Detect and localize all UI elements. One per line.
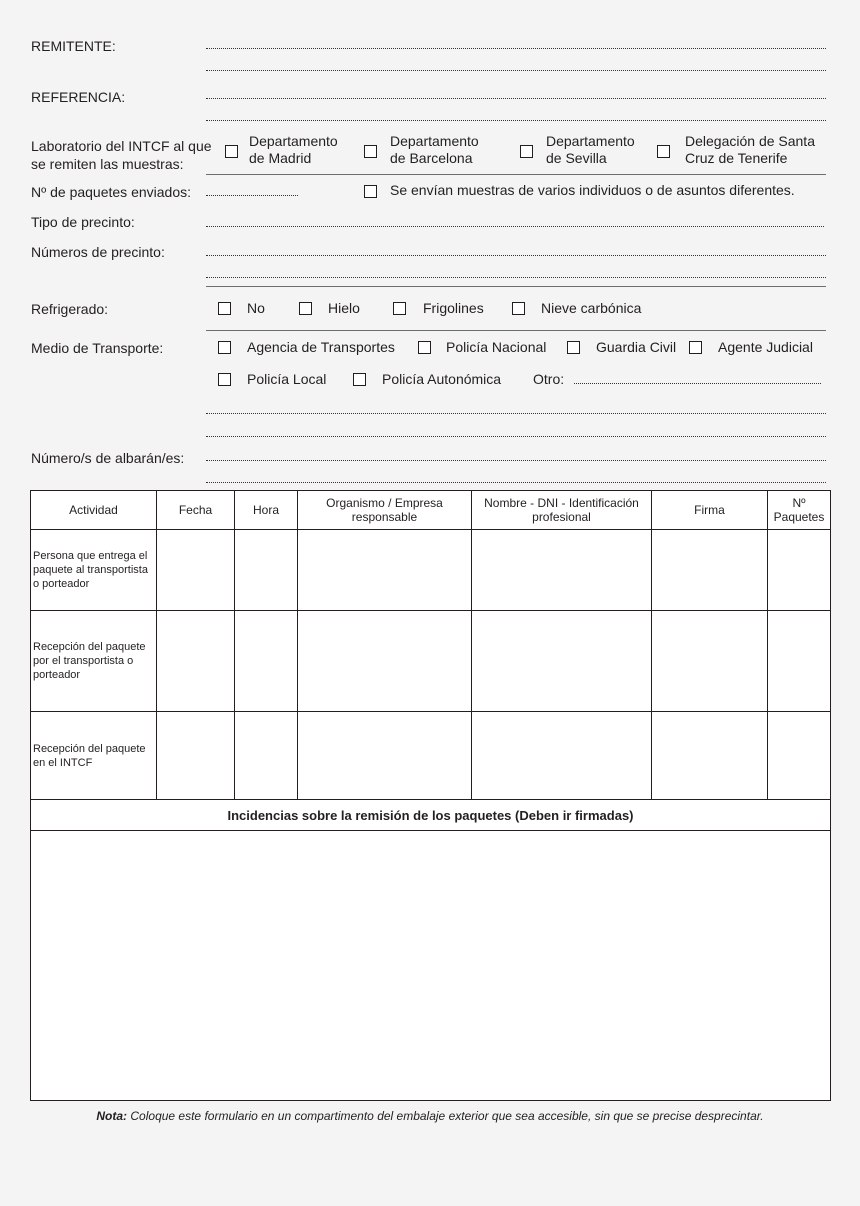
cell-num-paquetes[interactable]: [768, 712, 831, 800]
incidencias-title-row: [31, 800, 831, 831]
cell-num-paquetes[interactable]: [768, 611, 831, 712]
refrigerado-label: Refrigerado:: [31, 301, 109, 317]
laboratorio-label-line2: se remiten las muestras:: [31, 156, 184, 172]
row-label-entrega: Persona que entrega el paquete al transportista o porteador: [31, 530, 157, 611]
albaran-label: Número/s de albarán/es:: [31, 450, 185, 466]
table-header-row: [31, 491, 831, 530]
table-row: [31, 530, 831, 611]
divider: [206, 174, 826, 175]
checkbox-refrig-hielo[interactable]: [299, 302, 312, 315]
transporte-extra-line-2[interactable]: [206, 436, 826, 437]
custody-table: [30, 490, 831, 1101]
option-policia-nacional: Policía Nacional: [446, 339, 547, 355]
option-dep-barcelona: Departamento de Barcelona: [390, 133, 479, 166]
cell-organismo[interactable]: [298, 530, 472, 611]
table-row: [31, 611, 831, 712]
numeros-precinto-label: Números de precinto:: [31, 244, 165, 260]
row-label-recepcion-transportista: Recepción del paquete por el transportista o porteador: [31, 611, 157, 712]
option-refrig-frigolines: Frigolines: [423, 300, 484, 316]
option-del-tenerife: Delegación de Santa Cruz de Tenerife: [685, 133, 815, 166]
cell-num-paquetes[interactable]: [768, 530, 831, 611]
incidencias-title: Incidencias sobre la remisión de los paquetes (Deben ir firmadas): [31, 800, 831, 831]
header-organismo: Organismo / Empresa responsable: [298, 491, 472, 530]
header-num-paquetes: Nº Paquetes: [768, 491, 831, 530]
table-row: [31, 712, 831, 800]
incidencias-row: [31, 831, 831, 1101]
numeros-precinto-field-line-1[interactable]: [206, 255, 826, 256]
row-label-recepcion-intcf: Recepción del paquete en el INTCF: [31, 712, 157, 800]
option-refrig-nieve: Nieve carbónica: [541, 300, 642, 316]
option-dep-sevilla: Departamento de Sevilla: [546, 133, 635, 166]
numeros-precinto-field-line-2[interactable]: [206, 277, 826, 278]
option-guardia-civil: Guardia Civil: [596, 339, 677, 355]
paquetes-label: Nº de paquetes enviados:: [31, 184, 192, 200]
option-agente-judicial: Agente Judicial: [718, 339, 813, 355]
laboratorio-label-line1: Laboratorio del INTCF al que: [31, 138, 212, 154]
incidencias-area[interactable]: [31, 831, 831, 1101]
remitente-label: REMITENTE:: [31, 38, 116, 54]
cell-organismo[interactable]: [298, 712, 472, 800]
divider: [206, 286, 826, 287]
cell-fecha[interactable]: [157, 712, 235, 800]
header-actividad: Actividad: [31, 491, 157, 530]
remitente-field-line-1[interactable]: [206, 48, 826, 49]
nota-text: Coloque este formulario en un compartimento del embalaje exterior que sea accesible, sin que se precise desprecintar.: [130, 1109, 764, 1123]
cell-hora[interactable]: [235, 712, 298, 800]
header-nombre-dni: Nombre - DNI - Identificación profesional: [472, 491, 652, 530]
cell-firma[interactable]: [652, 530, 768, 611]
cell-firma[interactable]: [652, 611, 768, 712]
cell-fecha[interactable]: [157, 530, 235, 611]
option-policia-local: Policía Local: [247, 371, 327, 387]
otro-label: Otro:: [533, 371, 565, 387]
checkbox-del-tenerife[interactable]: [657, 145, 670, 158]
checkbox-dep-madrid[interactable]: [225, 145, 238, 158]
albaran-field-line-1[interactable]: [206, 460, 826, 461]
header-fecha: Fecha: [157, 491, 235, 530]
checkbox-agente-judicial[interactable]: [689, 341, 702, 354]
cell-nombre-dni[interactable]: [472, 611, 652, 712]
option-agencia: Agencia de Transportes: [247, 339, 395, 355]
option-policia-autonomica: Policía Autonómica: [382, 371, 502, 387]
checkbox-dep-sevilla[interactable]: [520, 145, 533, 158]
nota-label: Nota:: [96, 1109, 128, 1123]
albaran-field-line-2[interactable]: [206, 482, 826, 483]
header-hora: Hora: [235, 491, 298, 530]
checkbox-policia-local[interactable]: [218, 373, 231, 386]
nota: [0, 1109, 860, 1123]
cell-nombre-dni[interactable]: [472, 712, 652, 800]
checkbox-refrig-no[interactable]: [218, 302, 231, 315]
referencia-label: REFERENCIA:: [31, 89, 126, 105]
checkbox-policia-nacional[interactable]: [418, 341, 431, 354]
checkbox-policia-autonomica[interactable]: [353, 373, 366, 386]
remitente-field-line-2[interactable]: [206, 70, 826, 71]
checkbox-varios-individuos[interactable]: [364, 185, 377, 198]
cell-hora[interactable]: [235, 530, 298, 611]
option-refrig-no: No: [247, 300, 265, 316]
option-refrig-hielo: Hielo: [328, 300, 360, 316]
option-dep-madrid: Departamento de Madrid: [249, 133, 338, 166]
header-firma: Firma: [652, 491, 768, 530]
cell-hora[interactable]: [235, 611, 298, 712]
cell-firma[interactable]: [652, 712, 768, 800]
referencia-field-line-1[interactable]: [206, 98, 826, 99]
transporte-extra-line-1[interactable]: [206, 413, 826, 414]
option-varios-individuos: Se envían muestras de varios individuos o de asuntos diferentes.: [390, 182, 795, 198]
checkbox-dep-barcelona[interactable]: [364, 145, 377, 158]
divider: [206, 330, 826, 331]
transporte-label: Medio de Transporte:: [31, 340, 164, 356]
checkbox-agencia[interactable]: [218, 341, 231, 354]
paquetes-field[interactable]: [206, 195, 298, 196]
checkbox-refrig-frigolines[interactable]: [393, 302, 406, 315]
checkbox-guardia-civil[interactable]: [567, 341, 580, 354]
checkbox-refrig-nieve[interactable]: [512, 302, 525, 315]
referencia-field-line-2[interactable]: [206, 120, 826, 121]
cell-fecha[interactable]: [157, 611, 235, 712]
cell-organismo[interactable]: [298, 611, 472, 712]
tipo-precinto-label: Tipo de precinto:: [31, 214, 135, 230]
tipo-precinto-field[interactable]: [206, 226, 824, 227]
cell-nombre-dni[interactable]: [472, 530, 652, 611]
otro-field[interactable]: [574, 383, 821, 384]
